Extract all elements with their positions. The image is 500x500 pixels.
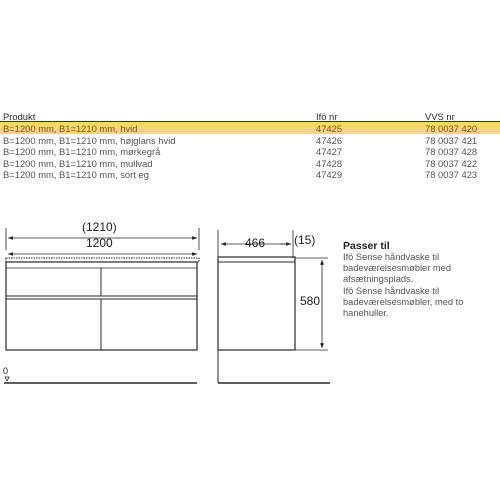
ifo-number: 47427	[316, 146, 343, 157]
dimension-580: 580	[300, 294, 321, 308]
ifo-number: 47428	[316, 157, 343, 169]
passer-til-line: Ifö Sense håndvaske til	[343, 252, 440, 262]
front-view	[4, 228, 199, 383]
passer-til-line: badeværelsesmøbler med	[343, 263, 451, 274]
cabinet-side	[218, 257, 295, 350]
passer-til-section	[343, 240, 493, 319]
passer-til-title: Passer til	[343, 240, 390, 252]
dimension-1200: 1200	[86, 236, 113, 250]
vvs-number: 78 0037 420	[425, 123, 478, 134]
ifo-number: 47429	[316, 169, 343, 180]
passer-til-line: badeværelsesmøbler, med to	[343, 296, 464, 307]
ifo-number: 47426	[316, 134, 343, 146]
dimension-15: (15)	[294, 233, 316, 247]
header-ifo-nr: Ifö nr	[316, 111, 338, 122]
header-product: Produkt	[3, 111, 36, 122]
passer-til-line: Ifö Sense håndvaske til	[343, 285, 440, 296]
header-vvs-nr: VVS nr	[425, 111, 455, 122]
product-name: B=1200 mm, B1=1210 mm, højglans hvid	[3, 134, 176, 146]
dimension-466: 466	[245, 236, 266, 250]
countertop-outline	[6, 258, 199, 262]
ifo-number: 47425	[316, 123, 343, 134]
product-name: B=1200 mm, B1=1210 mm, sort eg	[3, 169, 149, 180]
vvs-number: 78 0037 422	[425, 157, 478, 169]
passer-til-line: hanehuller.	[343, 308, 389, 319]
vvs-number: 78 0037 423	[425, 169, 478, 180]
vvs-number: 78 0037 428	[425, 146, 478, 157]
vvs-number: 78 0037 421	[425, 134, 478, 146]
passer-til-line: afsætningsplads.	[343, 274, 414, 285]
product-name: B=1200 mm, B1=1210 mm, mullvad	[3, 157, 153, 169]
product-name: B=1200 mm, B1=1210 mm, hvid	[3, 123, 138, 134]
floor-marker-icon	[5, 377, 9, 381]
dimension-1210: (1210)	[82, 220, 117, 234]
floor-zero-label: 0	[3, 366, 9, 376]
product-name: B=1200 mm, B1=1210 mm, mørkegrå	[3, 146, 161, 157]
